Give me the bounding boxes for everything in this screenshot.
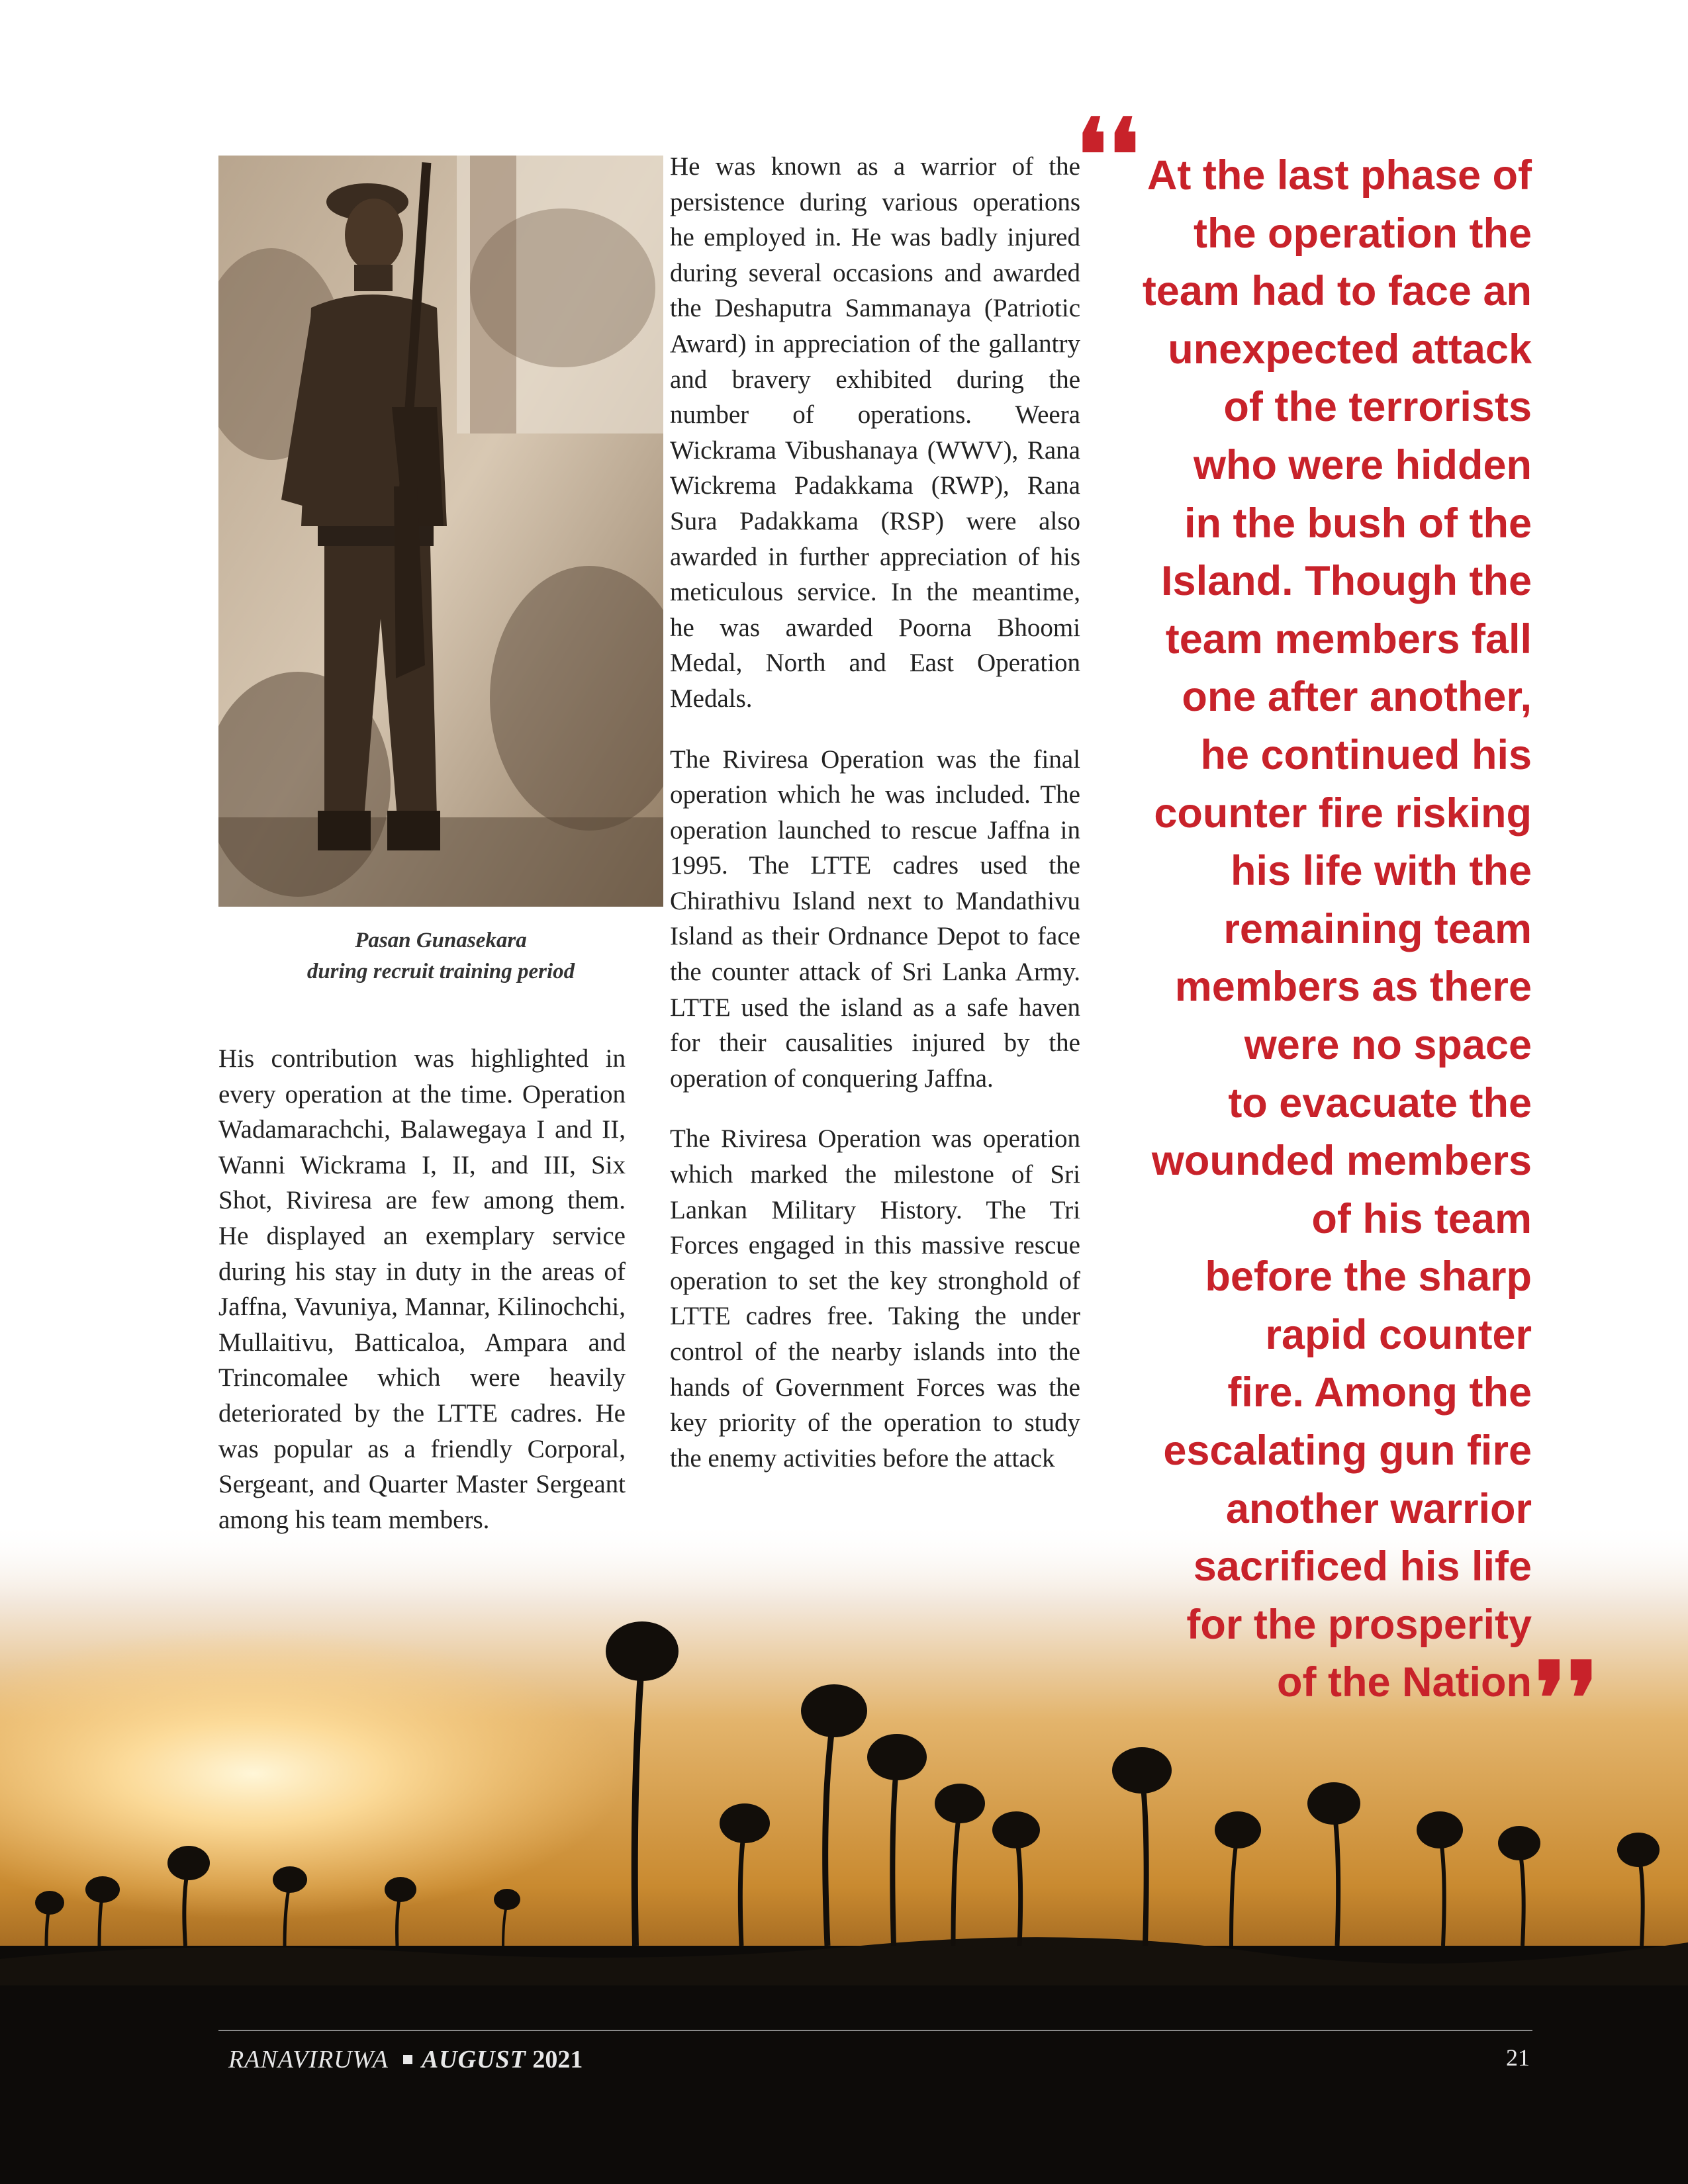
issue-month: AUGUST (421, 2046, 526, 2073)
pull-quote-line: of his team (1311, 1195, 1532, 1242)
pull-quote-line: the operation the (1193, 210, 1532, 257)
pull-quote-line: his life with the (1230, 848, 1532, 895)
pull-quote-line: for the prosperity (1186, 1601, 1532, 1648)
pull-quote (1119, 147, 1532, 1712)
magazine-name: RANAVIRUWA (228, 2046, 389, 2073)
pull-quote-line: another warrior (1225, 1485, 1532, 1532)
pull-quote-line: before the sharp (1205, 1253, 1532, 1300)
issue-year: 2021 (532, 2046, 583, 2073)
caption-description: during recruit training period (306, 960, 575, 983)
body-paragraph: The Riviresa Operation was the final operation which he was included. The operation launched to rescue Jaffna in 1995. The LTTE cadres used the Chirathivu Island next to Mandathivu Island as their Ordnance Depot to face the counter attack of Sri Lanka Army. LTTE used the island as a safe haven for their causalities injured by the operation of conquering Jaffna. (670, 745, 1080, 1093)
pull-quote-line: he continued his (1200, 731, 1532, 778)
close-quote-mark: ❜❜ (1534, 1641, 1599, 1757)
pull-quote-line: remaining team (1223, 905, 1532, 952)
footer-divider (218, 2030, 1532, 2031)
pull-quote-line: Island. Though the (1161, 558, 1532, 605)
pull-quote-line: counter fire risking (1154, 790, 1532, 837)
pull-quote-line: of the terrorists (1223, 384, 1532, 431)
open-quote-mark: ❛❛ (1076, 97, 1140, 214)
body-paragraph: The Riviresa Operation was operation which marked the milestone of Sri Lankan Military History. The Tri Forces engaged in this massive rescue operation to set the key stronghold of LTTE cadres free. Taking the under control of the nearby islands into the hands of Government Forces was the key priority of the operation to study the enemy activities before the attack (670, 1124, 1080, 1473)
pull-quote-line: were no space (1244, 1021, 1532, 1068)
left-column (218, 1041, 626, 1537)
body-paragraph: He was known as a warrior of the persistence during various operations he employed in. He was badly injured during several occasions and awarded the Deshaputra Sammanaya (Patriotic Award) in appreciation of the gallantry and bravery exhibited during the number of operations. Weera Wickrama Vibushanaya (WWV), Rana Wickrema Padakkama (RWP), Rana Sura Padakkama (RSP) were also awarded in further appreciation of his meticulous service. In the meantime, he was awarded Poorna Bhoomi Medal, North and East Operation Medals. (670, 152, 1080, 713)
pull-quote-line: of the Nation (1277, 1659, 1532, 1706)
pull-quote-line: unexpected attack (1168, 326, 1532, 373)
pull-quote-line: wounded members (1151, 1138, 1532, 1185)
pull-quote-line: fire. Among the (1227, 1369, 1532, 1416)
square-bullet-icon (403, 2055, 412, 2064)
soldier-photo (218, 156, 663, 907)
pull-quote-line: rapid counter (1265, 1311, 1532, 1358)
pull-quote-line: to evacuate the (1228, 1079, 1532, 1126)
pull-quote-line: in the bush of the (1184, 500, 1532, 547)
pull-quote-line: escalating gun fire (1163, 1428, 1532, 1475)
pull-quote-line: sacrificed his life (1193, 1543, 1532, 1590)
pull-quote-line: one after another, (1182, 674, 1532, 721)
pull-quote-line: team members fall (1165, 615, 1532, 662)
page-number: 21 (1506, 2044, 1530, 2071)
pull-quote-line: who were hidden (1193, 441, 1532, 488)
body-paragraph: His contribution was highlighted in every operation at the time. Operation Wadamarachchi, Balawegaya I and II, Wanni Wickrama I, II, and III, Six Shot, Riviresa are few among them. He displayed an exemplary service during his stay in duty in the areas of Jaffna, Vavuniya, Mannar, Kilinochchi, Mullaitivu, Batticaloa, Ampara and Trincomalee which were heavily deteriorated by the LTTE cadres. He was popular as a friendly Corporal, Sergeant, and Quarter Master Sergeant among his team members. (218, 1044, 626, 1534)
pull-quote-line: team had to face an (1142, 268, 1532, 315)
photo-caption (218, 925, 663, 987)
page-footer (228, 2045, 583, 2074)
caption-name: Pasan Gunasekara (355, 929, 527, 952)
pull-quote-line: At the last phase of (1147, 152, 1532, 199)
middle-column (670, 149, 1080, 1476)
pull-quote-line: members as there (1174, 964, 1532, 1011)
